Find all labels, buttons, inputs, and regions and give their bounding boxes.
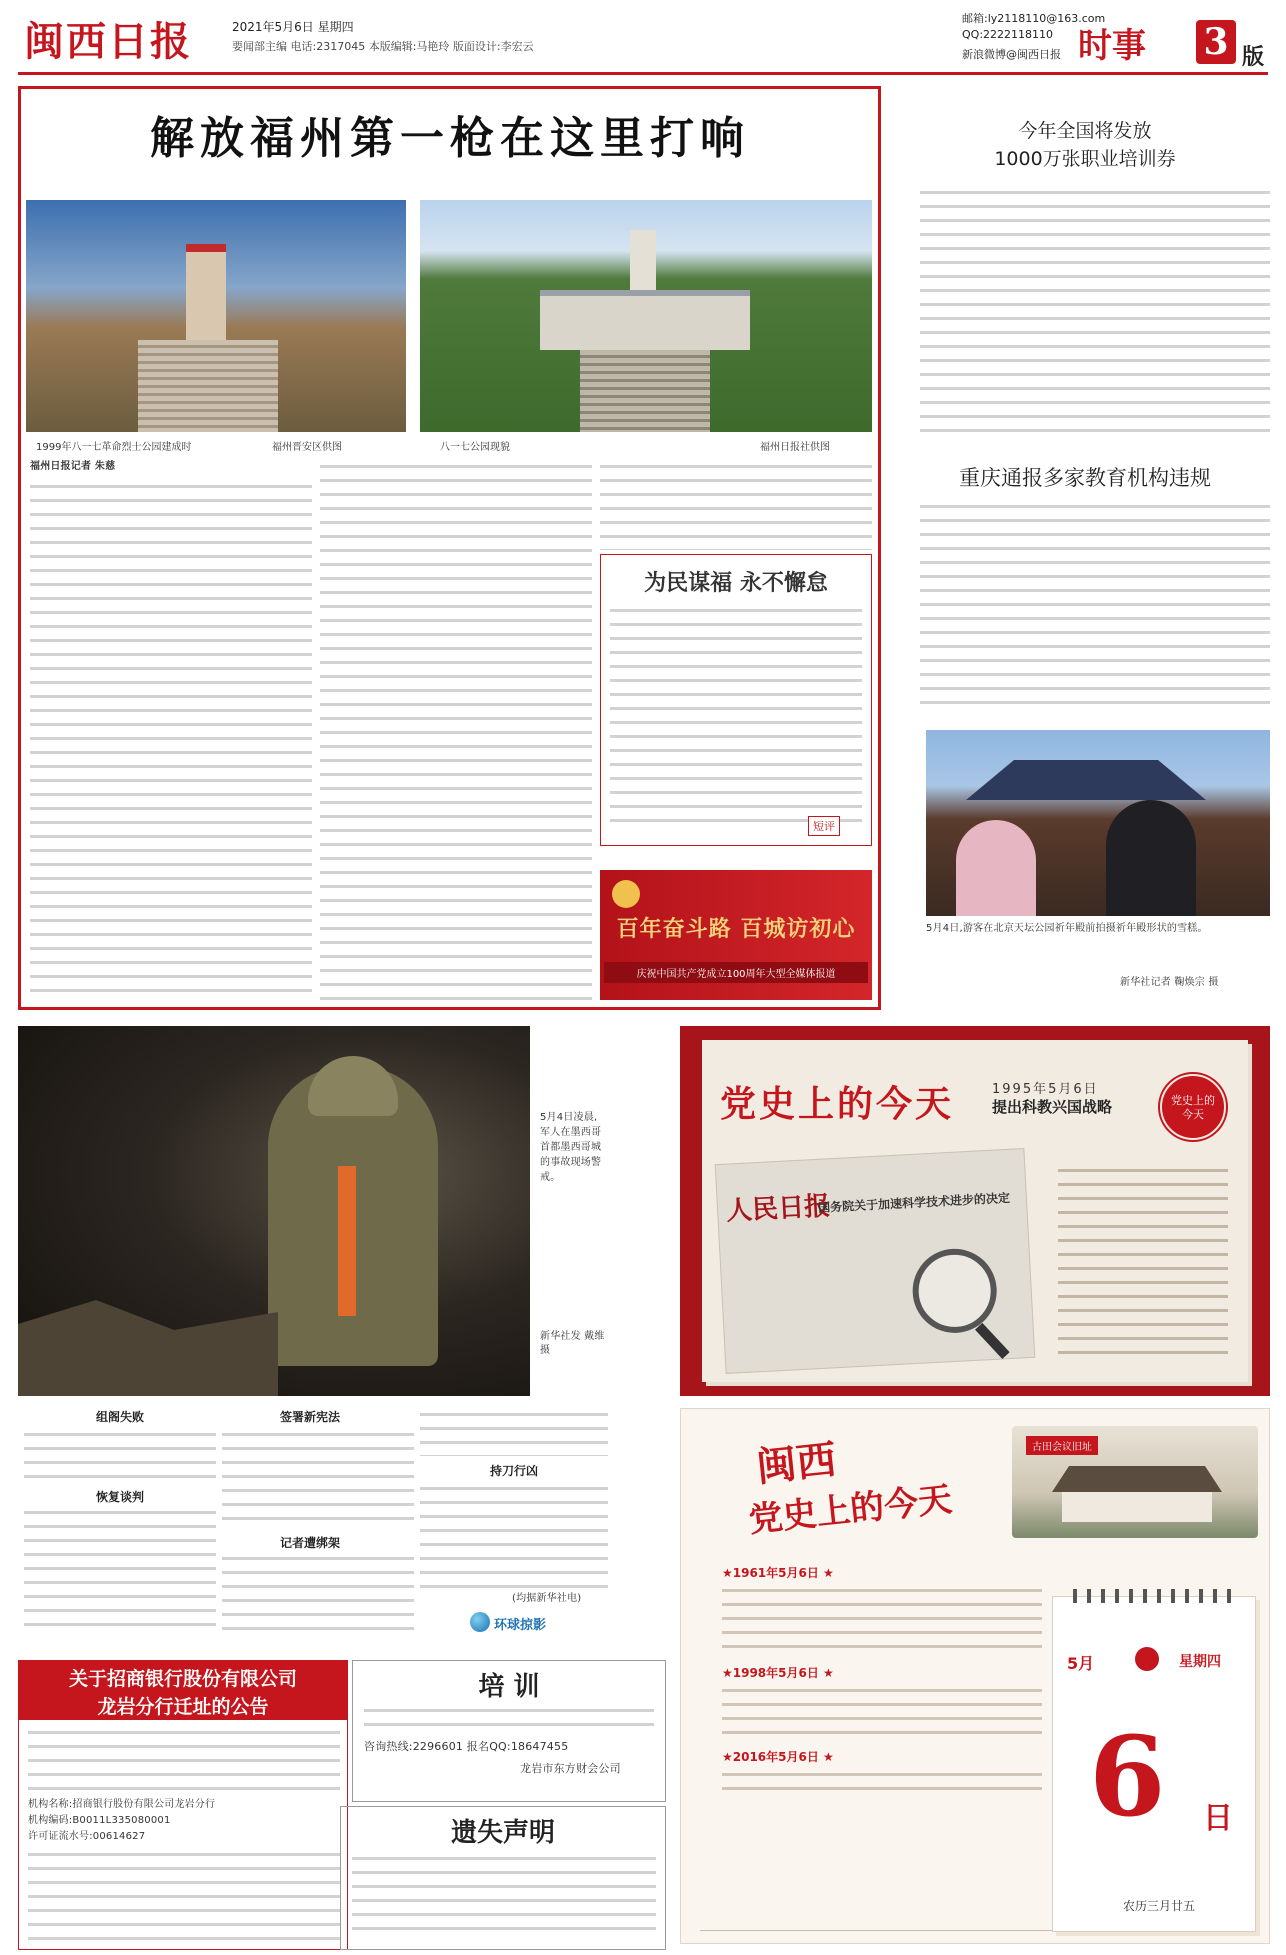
local-item-1-body [722, 1584, 1042, 1650]
gate [540, 290, 750, 350]
local-item-2-body [722, 1684, 1042, 1736]
magnifier-icon [911, 1247, 999, 1335]
photo-credit-2: 福州日报社供图 [760, 442, 830, 453]
sidebar-title: 为民谋福 永不懈怠 [644, 570, 828, 596]
lead-body-col-1 [30, 480, 312, 1000]
calendar-rings [1073, 1589, 1237, 1603]
bank-title-1: 关于招商银行股份有限公司 [68, 1668, 297, 1690]
date-line: 2021年5月6日 星期四 [232, 20, 354, 34]
visitor [956, 820, 1036, 916]
training-org: 龙岩市东方财会公司 [520, 1762, 621, 1775]
bank-org: 机构名称:招商银行股份有限公司龙岩分行 [28, 1799, 216, 1810]
lost-body [352, 1852, 656, 1940]
contact-qq: QQ:2222118110 [962, 28, 1054, 41]
newspaper-clip [715, 1148, 1036, 1374]
training-tel: 咨询热线:2296601 报名QQ:18647455 [364, 1740, 569, 1753]
banner-line-1: 百年奋斗路 百城访初心 [616, 916, 856, 942]
rubble [18, 1276, 278, 1396]
bank-body-2 [28, 1848, 340, 1942]
brief-title-4: 记者遭绑架 [279, 1536, 340, 1550]
night-photo-caption: 5月4日凌晨,军人在墨西哥首都墨西哥城的事故现场警戒。 [540, 1112, 602, 1183]
brief-title-3: 恢复谈判 [95, 1490, 144, 1504]
bank-body [28, 1726, 340, 1794]
world-heading: 环球掠影 [494, 1618, 547, 1633]
training-title: 培 训 [478, 1672, 540, 1702]
monument [186, 244, 226, 354]
calendar-unit: 日 [1203, 1801, 1233, 1836]
brief-title-2: 签署新宪法 [279, 1410, 340, 1424]
paper-name: 闽西日报 [24, 18, 192, 65]
calendar-card [1052, 1596, 1256, 1932]
newspaper-name: 人民日报 [725, 1191, 831, 1227]
sidebar-tag: 短评 [808, 816, 840, 836]
bank-code: 机构编码:B0011L335080001 [28, 1815, 171, 1826]
gutian-photo [1012, 1426, 1258, 1538]
photo-credit-1: 福州晋安区供图 [272, 442, 342, 453]
bank-license: 许可证流水号:00614627 [28, 1831, 146, 1842]
story2-title: 重庆通报多家教育机构违规 [959, 466, 1211, 490]
visitor [1106, 800, 1196, 916]
gutian-tag: 古田会议旧址 [1026, 1436, 1098, 1455]
masthead-rule [18, 72, 1268, 75]
night-photo [18, 1026, 530, 1396]
brief-body-1 [24, 1428, 216, 1480]
local-item-2-year: ★1998年5月6日 ★ [722, 1666, 834, 1680]
history-body [1058, 1164, 1228, 1354]
local-item-1-year: ★1961年5月6日 ★ [722, 1566, 834, 1580]
lost-title: 遗失声明 [450, 1818, 555, 1848]
local-title-1: 闽西 [754, 1435, 839, 1492]
history-panel [680, 1026, 1270, 1396]
gutian-roof [1052, 1466, 1222, 1492]
brief-title-1: 组阁失败 [95, 1410, 144, 1424]
party-emblem [612, 880, 640, 908]
page-suffix: 版 [1242, 45, 1265, 70]
temple-credit: 新华社记者 鞠焕宗 摄 [1120, 977, 1219, 988]
lead-body-col-2 [320, 460, 592, 1000]
story1-body [920, 186, 1270, 436]
sidebar-body [610, 604, 862, 832]
magnifier-handle [975, 1323, 1010, 1359]
photo-caption-2: 八一七公园现貌 [440, 442, 510, 453]
night-photo-credit: 新华社发 戴维 摄 [540, 1331, 605, 1356]
brief-body-4 [222, 1552, 414, 1630]
masthead [0, 0, 1286, 78]
brief-body-2 [222, 1428, 414, 1528]
brief-body-5 [420, 1482, 608, 1592]
temple-caption: 5月4日,游客在北京天坛公园祈年殿前拍摄祈年殿形状的雪糕。 [926, 923, 1208, 934]
page-number: 3 [1196, 20, 1236, 64]
local-item-3-body [722, 1768, 1042, 1792]
stairs [580, 350, 710, 432]
weibo: 新浪微博@闽西日报 [962, 48, 1061, 61]
local-item-3-year: ★2016年5月6日 ★ [722, 1750, 834, 1764]
calendar-day: 6 [1089, 1712, 1166, 1841]
training-body [364, 1704, 654, 1734]
brief-body-3 [24, 1506, 216, 1630]
bank-title-2: 龙岩分行迁址的公告 [97, 1696, 269, 1718]
calendar-weekday: 星期四 [1179, 1654, 1221, 1670]
lead-photo-1 [26, 200, 406, 432]
history-seal: 党史上的今天 [1160, 1074, 1226, 1140]
gutian-wall [1062, 1492, 1212, 1522]
anniversary-banner [600, 870, 872, 1000]
lead-body-col-3 [600, 460, 872, 550]
story1-title-2: 1000万张职业培训券 [994, 148, 1176, 170]
brief-body-4b [420, 1408, 608, 1456]
temple-roof [966, 760, 1206, 800]
party-emblem [1135, 1647, 1159, 1671]
history-title: 党史上的今天 [720, 1083, 955, 1125]
photo-caption-1: 1999年八一七革命烈士公园建成时 [36, 442, 192, 453]
history-date: 1995年5月6日 [992, 1082, 1099, 1097]
story1-title-1: 今年全国将发放 [1018, 120, 1152, 142]
calendar-lunar: 农历三月廿五 [1123, 1899, 1196, 1913]
stairs [138, 340, 278, 432]
vest-stripe [338, 1166, 356, 1316]
section-name: 时事 [1078, 26, 1146, 66]
calendar-month: 5月 [1067, 1654, 1095, 1673]
editor-line: 要闻部主编 电话:2317045 本版编辑:马艳玲 版面设计:李宏云 [232, 40, 534, 53]
lead-byline: 福州日报记者 朱慈 [30, 461, 116, 472]
contact-email: 邮箱:ly2118110@163.com [962, 12, 1106, 25]
local-title-2: 党史上的今天 [746, 1479, 954, 1541]
newspaper-headline: 国务院关于加速科学技术进步的决定 [817, 1190, 1011, 1215]
brief-end: (均据新华社电) [512, 1593, 582, 1604]
lead-photo-2 [420, 200, 872, 432]
temple-photo [926, 730, 1270, 916]
story2-body [920, 500, 1270, 710]
banner-line-2: 庆祝中国共产党成立100周年大型全媒体报道 [604, 962, 868, 983]
globe-icon [470, 1612, 490, 1632]
brief-title-5: 持刀行凶 [489, 1464, 538, 1478]
lead-headline: 解放福州第一枪在这里打响 [150, 113, 750, 164]
helmet [308, 1056, 398, 1116]
history-subtitle: 提出科教兴国战略 [992, 1098, 1113, 1116]
